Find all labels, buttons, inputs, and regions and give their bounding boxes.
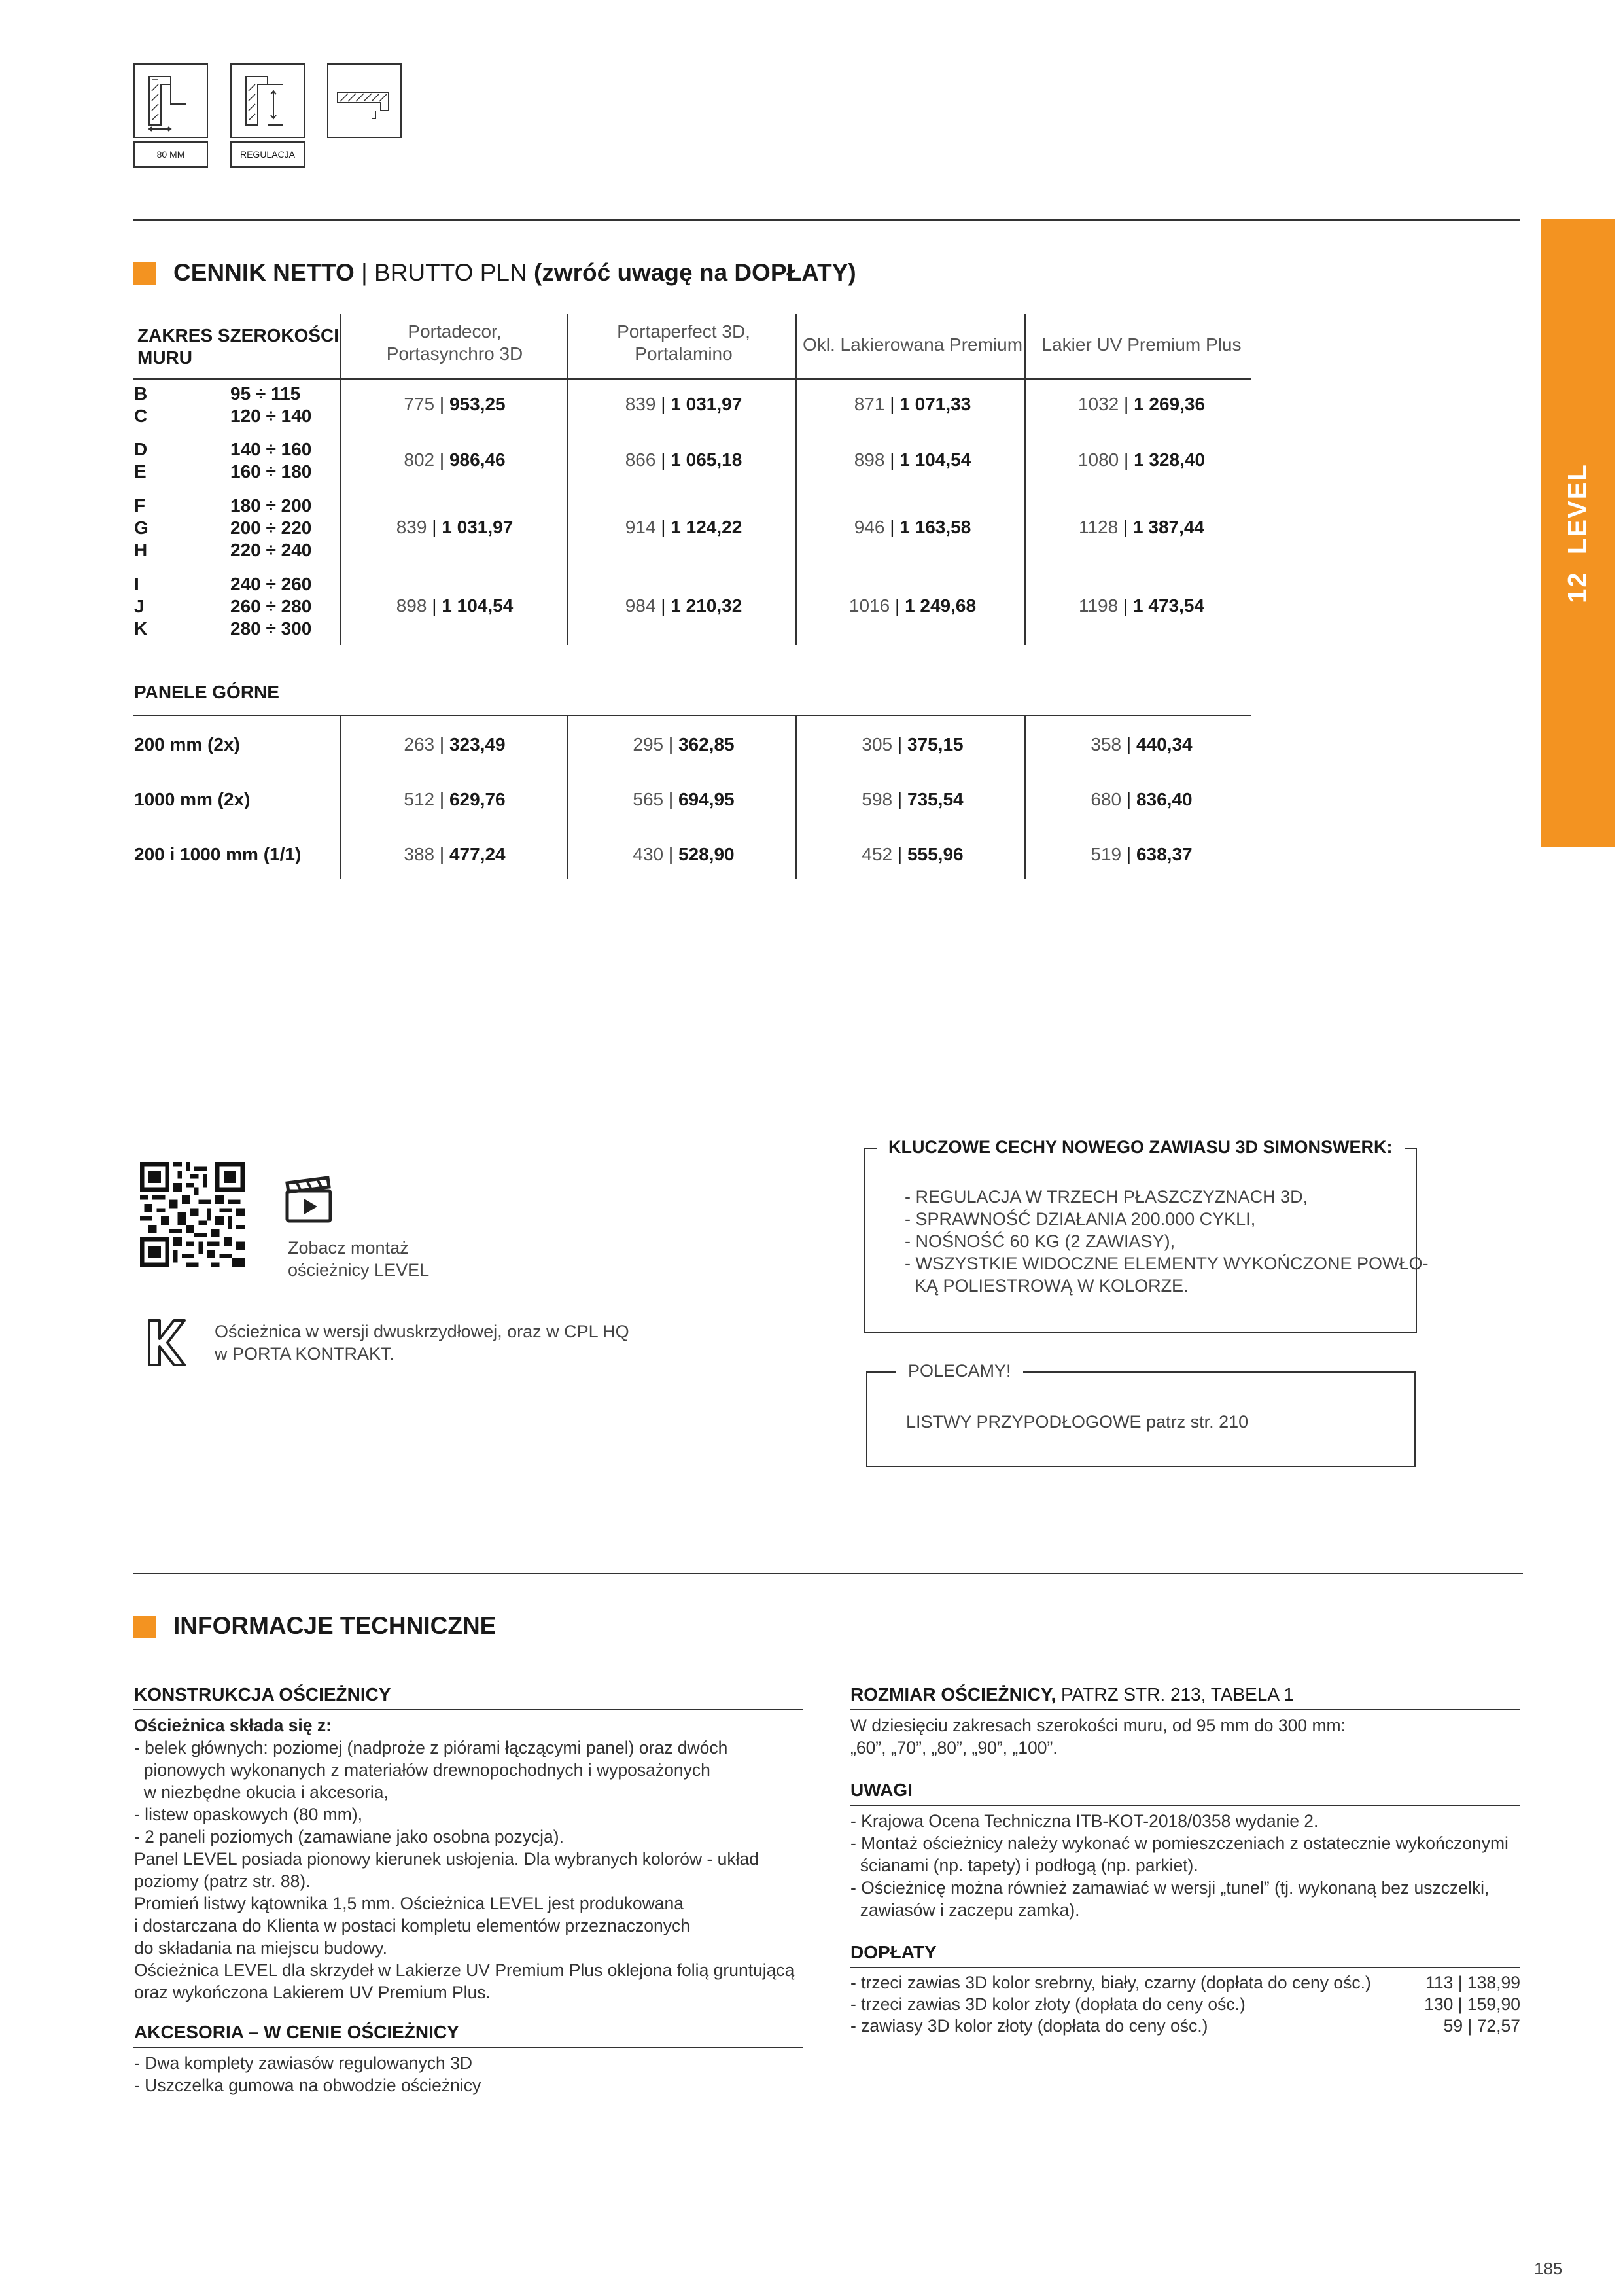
frame-adjust-icon (230, 63, 305, 138)
surcharge-item: - zawiasy 3D kolor złoty (dopłata do ceny ośc.) 59 | 72,57 (850, 2016, 1520, 2036)
price-cell: 839 | 1 031,97 (625, 394, 742, 414)
hinge-box-text: - REGULACJA W TRZECH PŁASZCZYZNACH 3D, - SPRAWNOŚĆ DZIAŁANIA 200.000 CYKLI, - NOŚNOŚĆ 60 KG (2 ZAWIASY), - WSZYSTKIE WIDOCZNE ELEMENTY WYKOŃCZONE POWŁO- KĄ POLIESTROWĄ W KOLORZE. (905, 1187, 1429, 1296)
price-cell: 519 | 638,37 (1091, 844, 1193, 864)
heading-marker (133, 1616, 156, 1638)
video-caption: Zobacz montaż ościeżnicy LEVEL (288, 1238, 430, 1280)
price-cell: 598 | 735,54 (862, 789, 964, 809)
zone-ranges: 180 ÷ 200 200 ÷ 220 220 ÷ 240 (230, 495, 312, 560)
construction-text: Ościeżnica składa się z: - belek głównych: poziomej (nadproże z piórami łączącymi panel) oraz dwóch pionowych wykonanych z materiałów drewnopochodnych i wyposażonych w niezbędne okucia i akcesoria, - listew opaskowych (80 mm), - 2 paneli poziomych (zamawiane jako osobna pozycja). Panel LEVEL posiada pionowy kierunek usłojenia. Dla wybranych kolorów - układ poziomy (patrz str. 88). Promień listwy kątownika 1,5 mm. Ościeżnica LEVEL jest produkowana i dostarczana do Klienta w postaci kompletu elementów przeznaczonych do składania na miejscu budowy. Ościeżnica LEVEL dla skrzydeł w Lakierze UV Premium Plus oklejona folią gruntującą oraz wykończona Lakierem UV Premium Plus. (134, 1716, 795, 2002)
tech-title: INFORMACJE TECHNICZNE (173, 1612, 497, 1639)
size-heading: ROZMIAR OŚCIEŻNICY, PATRZ STR. 213, TABELA 1 (850, 1684, 1294, 1704)
size-text: W dziesięciu zakresach szerokości muru, od 95 mm do 300 mm: „60”, „70”, „80”, „90”, „100”. (850, 1716, 1346, 1757)
recommend-title: POLECAMY! (896, 1361, 1023, 1381)
zone-letters: I J K (134, 574, 148, 639)
heading-marker (133, 262, 156, 285)
recommend-text[interactable]: LISTWY PRZYPODŁOGOWE patrz str. 210 (906, 1412, 1249, 1432)
col-header-3: Okl. Lakierowana Premium (802, 334, 1023, 355)
price-cell: 839 | 1 031,97 (396, 517, 514, 537)
price-cell: 898 | 1 104,54 (396, 595, 514, 616)
price-cell: 295 | 362,85 (633, 734, 735, 754)
section-rule (850, 1805, 1520, 1806)
surcharges-heading: DOPŁATY (850, 1942, 937, 1962)
zone-ranges: 240 ÷ 260 260 ÷ 280 280 ÷ 300 (230, 574, 312, 639)
price-cell: 512 | 629,76 (404, 789, 506, 809)
price-cell: 1080 | 1 328,40 (1077, 450, 1206, 470)
price-cell: 565 | 694,95 (633, 789, 735, 809)
zone-header: ZAKRES SZEROKOŚCI MURU (137, 325, 340, 368)
frame-adjust-label: REGULACJA (230, 141, 305, 168)
qr-code[interactable] (140, 1162, 245, 1270)
zone-letters: B C (134, 383, 148, 426)
price-cell: 680 | 836,40 (1091, 789, 1193, 809)
price-cell: 914 | 1 124,22 (625, 517, 742, 537)
price-cell: 305 | 375,15 (862, 734, 964, 754)
accessories-text: - Dwa komplety zawiasów regulowanych 3D - Uszczelka gumowa na obwodzie ościeżnicy (134, 2053, 481, 2095)
table-header-rule (133, 378, 1251, 380)
kontrakt-note: Ościeżnica w wersji dwuskrzydłowej, oraz w CPL HQ w PORTA KONTRAKT. (215, 1322, 629, 1364)
section-rule (850, 1967, 1520, 1968)
kontrakt-k-icon (147, 1319, 186, 1369)
col-header-2: Portaperfect 3D, Portalamino (617, 321, 750, 364)
frame-width-label: 80 MM (133, 141, 208, 168)
price-cell: 946 | 1 163,58 (854, 517, 971, 537)
price-cell: 775 | 953,25 (404, 394, 506, 414)
page-number: 185 (1534, 2259, 1563, 2278)
price-cell: 898 | 1 104,54 (854, 450, 971, 470)
panel-label: 1000 mm (2x) (134, 789, 251, 809)
hinge-box-title: KLUCZOWE CECHY NOWEGO ZAWIASU 3D SIMONSWERK: (877, 1137, 1405, 1157)
surcharge-item: - trzeci zawias 3D kolor złoty (dopłata do ceny ośc.) 130 | 159,90 (850, 1994, 1520, 2014)
section-number: 12 (1563, 571, 1592, 603)
price-cell: 388 | 477,24 (404, 844, 506, 864)
section-rule (850, 1709, 1520, 1710)
price-cell: 452 | 555,96 (862, 844, 964, 864)
col-header-1: Portadecor, Portasynchro 3D (386, 321, 523, 364)
price-cell: 802 | 986,46 (404, 450, 506, 470)
price-cell: 263 | 323,49 (404, 734, 506, 754)
surcharges-list (850, 1972, 1520, 2037)
top-divider (133, 219, 1520, 221)
price-cell: 871 | 1 071,33 (854, 394, 971, 414)
price-cell: 1032 | 1 269,36 (1077, 394, 1206, 414)
price-cell: 358 | 440,34 (1091, 734, 1193, 754)
section-tab (1541, 219, 1615, 847)
panel-label: 200 i 1000 mm (1/1) (134, 844, 302, 864)
surcharge-item: - trzeci zawias 3D kolor srebrny, biały, czarny (dopłata do ceny ośc.) 113 | 138,99 (850, 1973, 1520, 1992)
section-rule (133, 1709, 803, 1710)
price-cell: 866 | 1 065,18 (625, 450, 742, 470)
notes-text: - Krajowa Ocena Techniczna ITB-KOT-2018/0358 wydanie 2. - Montaż ościeżnicy należy wykonać w pomieszczeniach z ostatecznie wykończonymi ścianami (np. tapety) i podłogą (np. parkiet). - Ościeżnicę można również zamawiać w wersji „tunel” (tj. wykonaną bez uszczelki, zawiasów i zaczepu zamka). (850, 1811, 1509, 1920)
accessories-heading: AKCESORIA – W CENIE OŚCIEŻNICY (134, 2022, 459, 2042)
frame-profile-icon (327, 63, 402, 138)
panel-label: 200 mm (2x) (134, 734, 240, 754)
section-label: LEVEL (1563, 463, 1592, 555)
pricing-title: CENNIK NETTO | BRUTTO PLN (zwróć uwagę na DOPŁATY) (173, 259, 856, 286)
zone-letters: F G H (134, 495, 148, 560)
zone-letters: D E (134, 439, 148, 482)
price-cell: 1016 | 1 249,68 (848, 595, 977, 616)
panels-rule (133, 715, 1251, 716)
col-header-4: Lakier UV Premium Plus (1041, 334, 1242, 355)
video-icon[interactable] (285, 1175, 333, 1227)
price-cell: 1128 | 1 387,44 (1078, 517, 1205, 537)
price-cell: 1198 | 1 473,54 (1078, 595, 1205, 616)
mid-divider (133, 1573, 1523, 1574)
construction-heading: KONSTRUKCJA OŚCIEŻNICY (134, 1684, 391, 1704)
zone-ranges: 95 ÷ 115 120 ÷ 140 (230, 383, 312, 426)
zone-ranges: 140 ÷ 160 160 ÷ 180 (230, 439, 312, 482)
section-rule (133, 2047, 803, 2048)
notes-heading: UWAGI (850, 1780, 913, 1800)
panels-title: PANELE GÓRNE (134, 682, 279, 702)
frame-width-icon (133, 63, 208, 138)
price-cell: 430 | 528,90 (633, 844, 735, 864)
price-cell: 984 | 1 210,32 (625, 595, 742, 616)
